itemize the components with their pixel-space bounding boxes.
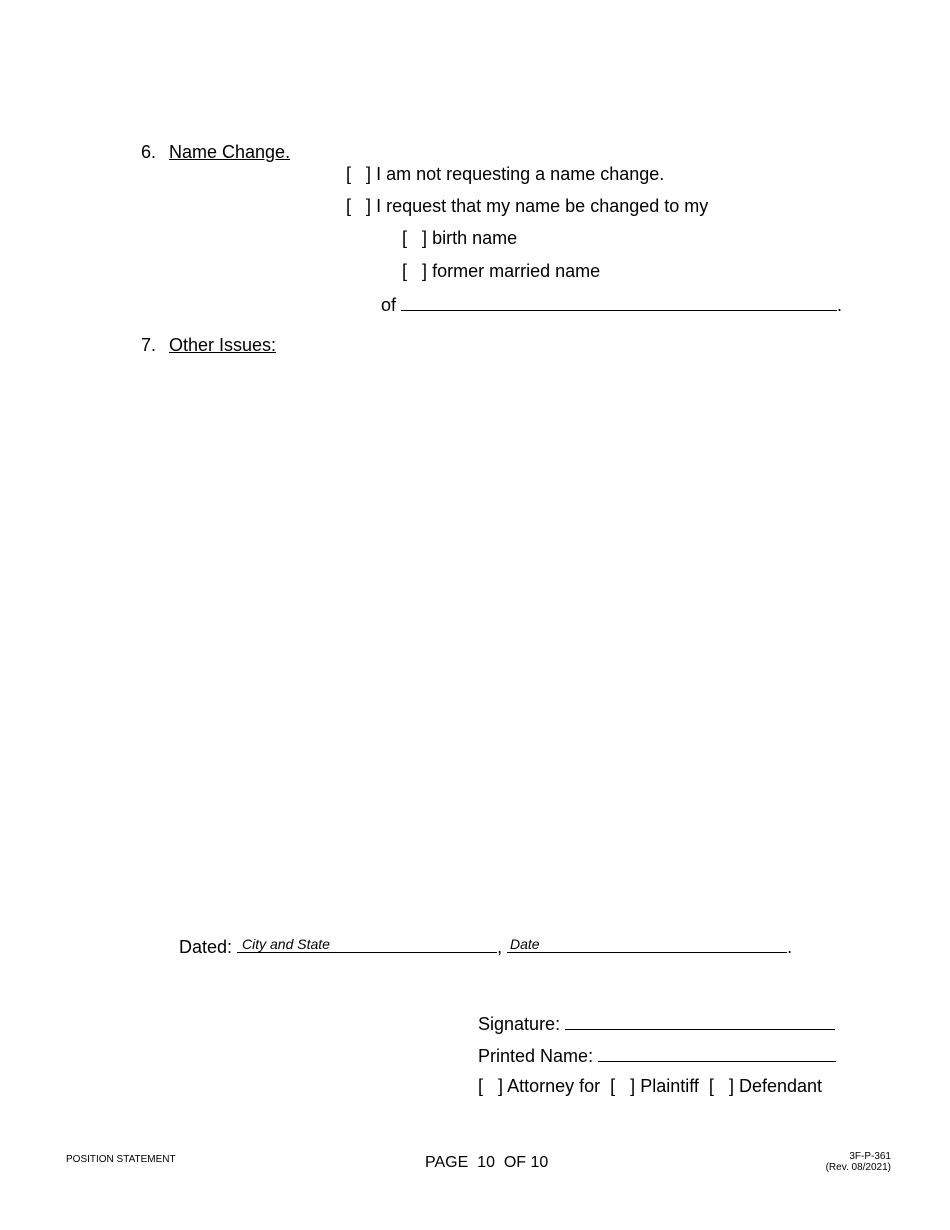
date-field[interactable] xyxy=(507,934,787,953)
of-label: of xyxy=(381,295,397,315)
checkbox[interactable]: [ ] xyxy=(402,261,428,281)
signature-label: Signature: xyxy=(478,1014,561,1034)
section-6-heading: Name Change. xyxy=(169,142,291,162)
city-state-caption: City and State xyxy=(242,936,330,952)
request-change-label: I request that my name be changed to my xyxy=(376,196,709,216)
attorney-for-label: Attorney for xyxy=(507,1076,601,1096)
not-requesting-label: I am not requesting a name change. xyxy=(376,164,665,184)
other-issues-area[interactable] xyxy=(169,362,829,882)
section-7-number: 7. xyxy=(141,335,157,355)
dated-comma: , xyxy=(497,937,503,957)
checkbox[interactable]: [ ] xyxy=(346,196,372,216)
defendant-label: Defendant xyxy=(738,1076,823,1096)
of-period: . xyxy=(837,295,843,315)
checkbox[interactable]: [ ] xyxy=(346,164,372,184)
former-married-name-label: former married name xyxy=(432,261,601,281)
dated-label: Dated: xyxy=(179,937,233,957)
name-of-line xyxy=(371,270,842,316)
plaintiff-checkbox[interactable]: [ ] xyxy=(610,1076,636,1096)
new-name-field[interactable] xyxy=(401,292,837,311)
footer-form-title: POSITION STATEMENT xyxy=(66,1154,176,1165)
form-number: 3F-P-361 xyxy=(849,1151,891,1162)
defendant-checkbox[interactable]: [ ] xyxy=(708,1076,734,1096)
section-6-number: 6. xyxy=(141,142,157,162)
birth-name-label: birth name xyxy=(432,228,518,248)
printed-name-label: Printed Name: xyxy=(478,1046,594,1066)
attorney-checkbox[interactable]: [ ] xyxy=(478,1076,504,1096)
form-revision: (Rev. 08/2021) xyxy=(825,1162,891,1173)
party-role-line xyxy=(468,1053,822,1097)
date-caption: Date xyxy=(510,936,540,952)
page-number: PAGE 10 OF 10 xyxy=(425,1154,549,1171)
section-7-heading: Other Issues: xyxy=(169,335,277,355)
checkbox[interactable]: [ ] xyxy=(402,228,428,248)
dated-period: . xyxy=(787,937,793,957)
plaintiff-label: Plaintiff xyxy=(640,1076,699,1096)
